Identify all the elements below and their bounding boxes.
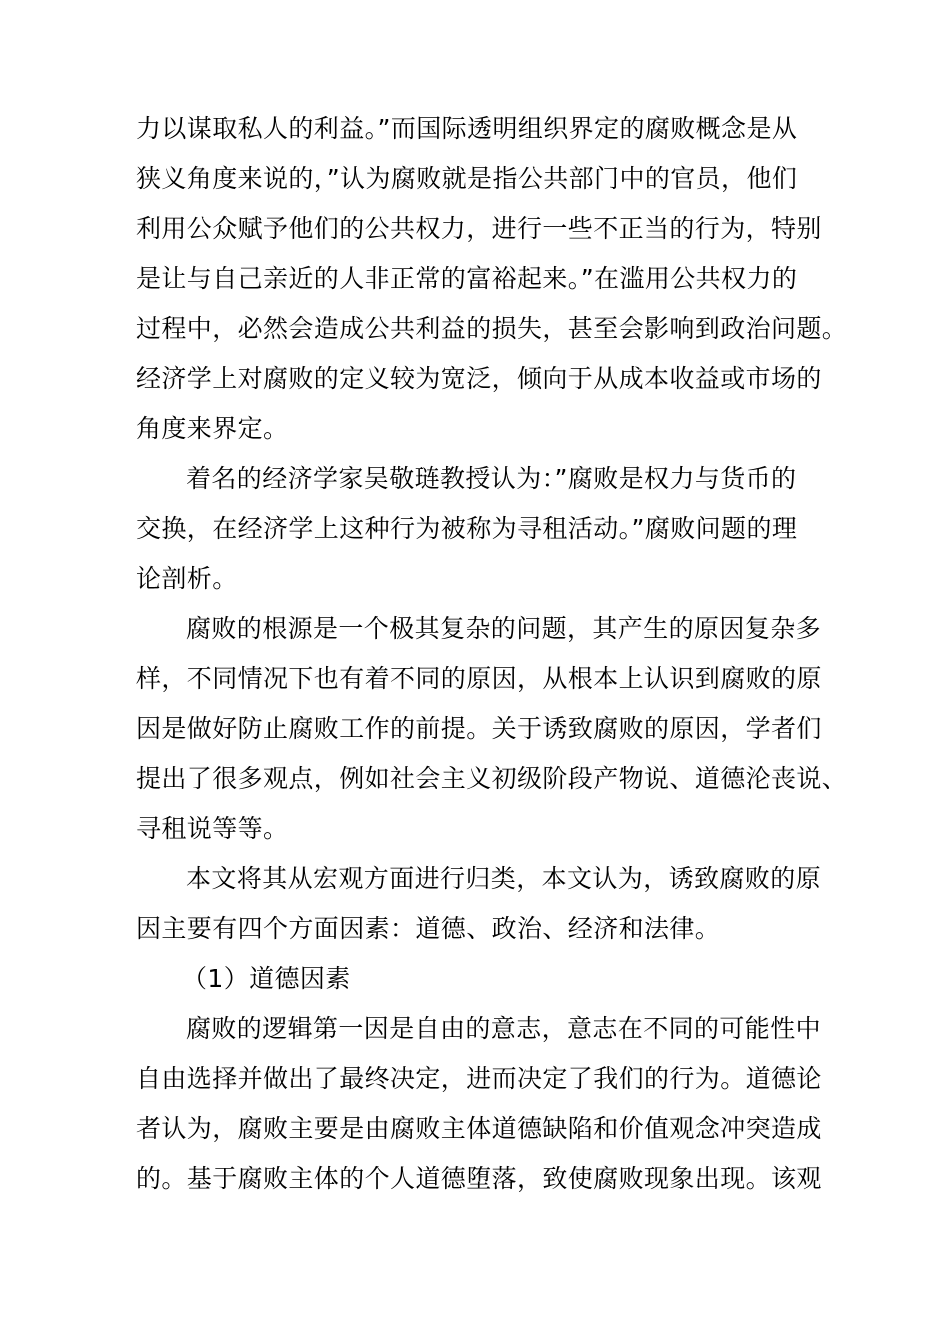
text-line: 的。基于腐败主体的个人道德堕落，致使腐败现象出现。该观	[136, 1164, 822, 1193]
paragraph-start-line: 本文将其从宏观方面进行归类，本文认为，诱致腐败的原	[186, 864, 822, 893]
text-line: 利用公众赋予他们的公共权力，进行一些不正当的行为，特别	[136, 214, 822, 243]
paragraph-start-line: 腐败的根源是一个极其复杂的问题，其产生的原因复杂多	[186, 614, 822, 643]
text-line: 过程中，必然会造成公共利益的损失，甚至会影响到政治问题。	[136, 314, 848, 343]
text-line: 经济学上对腐败的定义较为宽泛，倾向于从成本收益或市场的	[136, 364, 822, 393]
paragraph-start-line: 腐败的逻辑第一因是自由的意志，意志在不同的可能性中	[186, 1014, 822, 1043]
text-line: 样，不同情况下也有着不同的原因，从根本上认识到腐败的原	[136, 664, 822, 693]
text-line: 寻租说等等。	[136, 814, 289, 843]
text-line: 因是做好防止腐败工作的前提。关于诱致腐败的原因，学者们	[136, 714, 822, 743]
section-heading: （1）道德因素	[182, 964, 351, 993]
text-line: 者认为，腐败主要是由腐败主体道德缺陷和价值观念冲突造成	[136, 1114, 822, 1143]
text-line: 论剖析。	[136, 564, 238, 593]
text-line: 狭义角度来说的，”认为腐败就是指公共部门中的官员，他们	[136, 164, 798, 193]
text-line: 自由选择并做出了最终决定，进而决定了我们的行为。道德论	[136, 1064, 822, 1093]
text-line: 是让与自己亲近的人非正常的富裕起来。”在滥用公共权力的	[136, 264, 798, 293]
document-body	[136, 104, 848, 1204]
text-line: 角度来界定。	[136, 414, 289, 443]
paragraph-start-line: 着名的经济学家吴敬琏教授认为：”腐败是权力与货币的	[186, 464, 797, 493]
text-line: 提出了很多观点，例如社会主义初级阶段产物说、道德沦丧说、	[136, 764, 848, 793]
text-line: 因主要有四个方面因素：道德、政治、经济和法律。	[136, 914, 721, 943]
text-line: 交换，在经济学上这种行为被称为寻租活动。”腐败问题的理	[136, 514, 798, 543]
text-line: 力以谋取私人的利益。”而国际透明组织界定的腐败概念是从	[136, 114, 798, 143]
